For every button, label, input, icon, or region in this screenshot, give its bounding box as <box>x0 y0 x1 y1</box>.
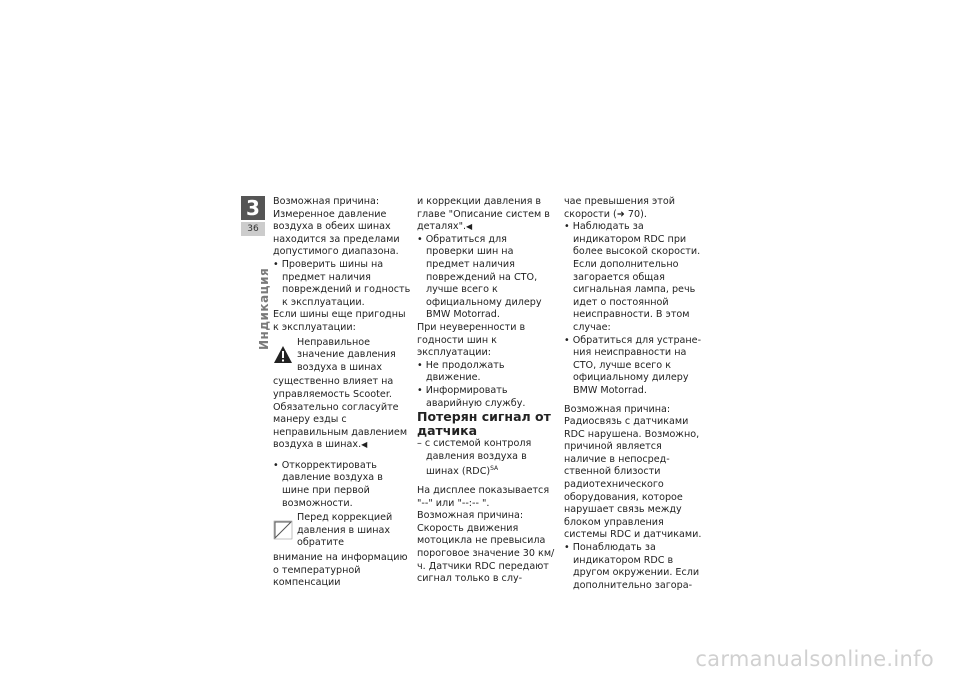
warning-triangle-icon <box>273 345 293 365</box>
info-note-lead: Перед коррекцией давления в шинах обратите <box>297 512 393 549</box>
chapter-number: 3 <box>241 196 265 220</box>
text-column-3 <box>564 196 702 592</box>
paragraph: Возможная причина: <box>564 403 671 415</box>
dash-item-text: с системой контроля давления воздуха в шинах (RDC) <box>424 438 532 478</box>
chapter-title-vertical <box>251 240 271 350</box>
bullet-item: • Наблюдать за индикатором RDC при более высокой скорости. Если дополнительно загорается общая сигнальная лампа, речь идет о постоянной неисправности. В этом случае: <box>564 221 702 334</box>
chapter-title: Индикация <box>257 267 271 350</box>
bullet-item: • Обратиться для устранения неисправности на СТО, лучше всего к официальному дилеру BMW Motorrad. <box>564 335 702 398</box>
info-note <box>273 512 411 550</box>
paragraph: При неуверенности в годности шин к эксплуатации: <box>417 321 526 359</box>
bullet-item: • Проверить шины на предмет наличия повреждений и годность к эксплуатации. <box>273 259 411 309</box>
bullet-item: • Понаблюдать за индикатором RDC в другом окружении. Если дополнительно загора- <box>564 542 702 592</box>
paragraph: На дисплее показывается "--" или "--:-- ". <box>417 485 550 509</box>
paragraph: Обязательно согласуйте манеру езды с неправильным давлением воздуха в шинах. ◀ <box>273 402 411 452</box>
warning-note-lead: Неправильное значение давления воздуха в шинах <box>297 336 396 373</box>
paragraph: Измеренное давление воздуха в обеих шинах находится за пределами допустимого диапазона. <box>273 208 400 258</box>
bullet-item: • Обратиться для проверки шин на предмет наличия повреждений на СТО, лучше всего к официальному дилеру BMW Motorrad. <box>417 234 555 322</box>
text-column-1 <box>273 196 411 590</box>
text-column-2 <box>417 196 555 586</box>
paragraph: Радиосвязь с датчиками RDC нарушена. Возможно, причиной является наличие в непосредственной близости радиотехнического оборудования, которое нарушает связь между блоком управления системы RDC и датчиками. <box>564 416 702 541</box>
bullet-item: • Информировать аварийную службу. <box>417 385 555 410</box>
page-number: 36 <box>241 222 265 236</box>
paragraph: чае превышения этой скорости (➜ 70). <box>564 196 675 220</box>
bullet-item: • Не продолжать движение. <box>417 360 555 385</box>
paragraph: Скорость движения мотоцикла не превысила пороговое значение 30 км/ч. Датчики RDC передают сигнал только в слу- <box>417 522 555 585</box>
watermark: carmanualsonline.info <box>695 647 934 671</box>
paragraph: Если шины еще пригодны к эксплуатации: <box>273 309 406 333</box>
warning-note-text: существенно влияет на управляемость Scooter. <box>273 376 394 400</box>
warning-note <box>273 337 411 375</box>
option-marker: SA <box>490 465 499 473</box>
paragraph: и коррекции давления в главе "Описание систем в деталях". ◀ <box>417 196 555 234</box>
paragraph: Возможная причина: <box>273 196 380 207</box>
dash-item <box>417 438 555 479</box>
info-note-text: внимание на информацию о температурной компенсации <box>273 552 408 589</box>
paragraph: Возможная причина: <box>417 510 524 522</box>
bullet-item: • Откорректировать давление воздуха в шине при первой возможности. <box>273 460 411 510</box>
section-heading: Потерян сигнал от датчика <box>417 409 551 439</box>
note-triangle-icon <box>273 520 293 540</box>
